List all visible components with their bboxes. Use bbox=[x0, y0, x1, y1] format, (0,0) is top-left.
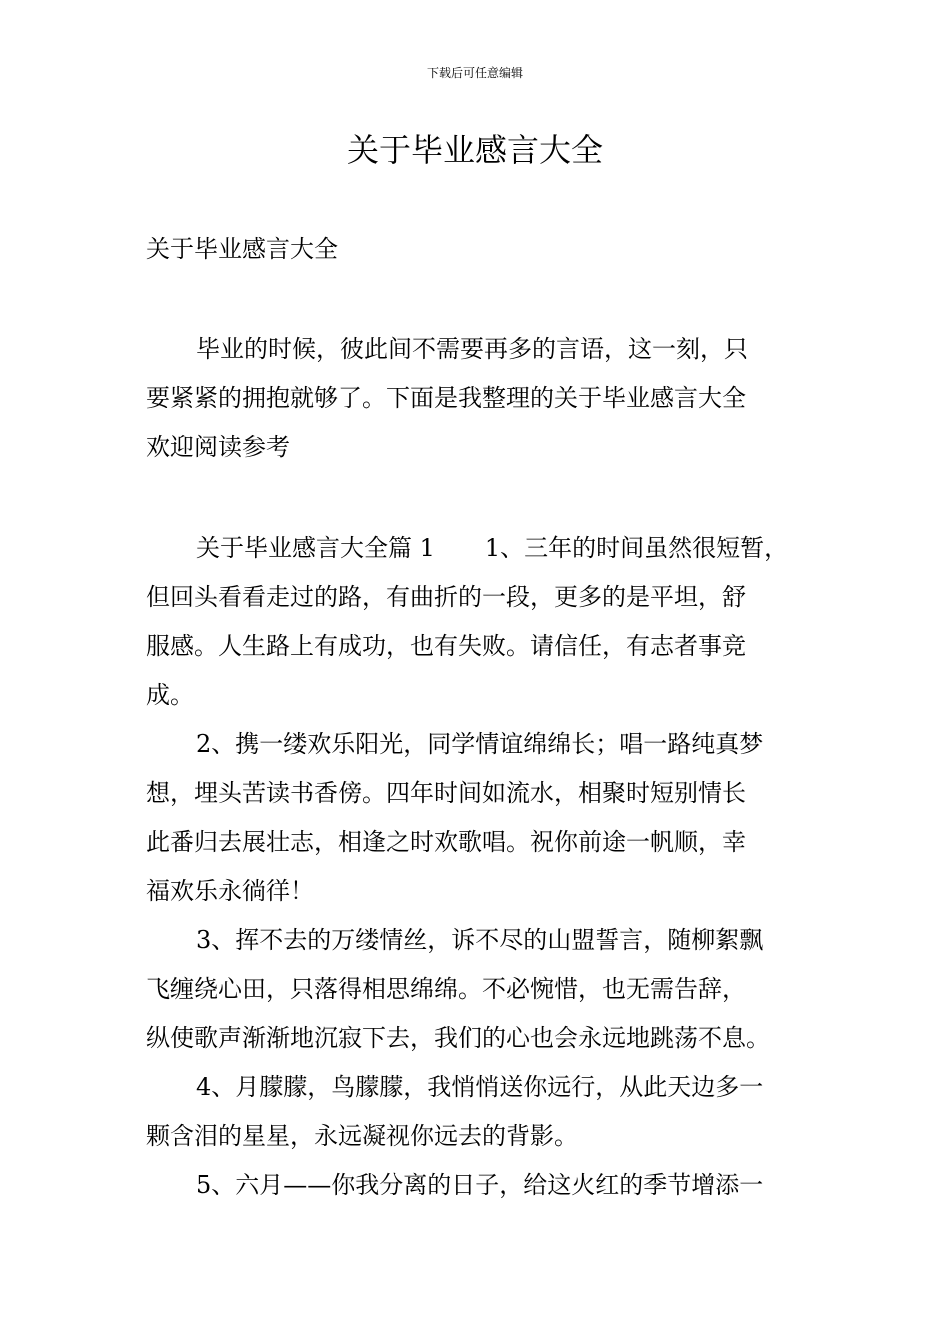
page-header-note: 下载后可任意编辑 bbox=[426, 66, 523, 80]
section-item-5 bbox=[146, 1161, 808, 1210]
intro-line: 要紧紧的拥抱就够了。下面是我整理的关于毕业感言大全 bbox=[146, 384, 746, 412]
intro-line: 毕业的时候，彼此间不需要再多的言语，这一刻，只 bbox=[196, 335, 748, 363]
item-line: 5、六月——你我分离的日子，给这火红的季节增添一 bbox=[196, 1171, 764, 1199]
document-subtitle: 关于毕业感言大全 bbox=[146, 235, 338, 263]
intro-paragraph bbox=[146, 325, 808, 472]
section-heading: 关于毕业感言大全篇 1 bbox=[196, 534, 435, 562]
section-item-1 bbox=[146, 524, 808, 720]
intro-line: 欢迎阅读参考 bbox=[146, 433, 290, 461]
section-first-line bbox=[146, 524, 808, 573]
section-item-2 bbox=[146, 720, 808, 916]
item-line: 纵使歌声渐渐地沉寂下去，我们的心也会永远地跳荡不息。 bbox=[146, 1024, 770, 1052]
item-line: 2、携一缕欢乐阳光，同学情谊绵绵长；唱一路纯真梦 bbox=[196, 730, 764, 758]
item-line: 想，埋头苦读书香傍。四年时间如流水，相聚时短别情长 bbox=[146, 779, 746, 807]
item-line: 成。 bbox=[146, 681, 194, 709]
item-line: 3、挥不去的万缕情丝，诉不尽的山盟誓言，随柳絮飘 bbox=[196, 926, 764, 954]
item-line: 颗含泪的星星，永远凝视你远去的背影。 bbox=[146, 1122, 578, 1150]
item-line: 飞缠绕心田，只落得相思绵绵。不必惋惜，也无需告辞， bbox=[146, 975, 746, 1003]
section-body bbox=[146, 524, 808, 1210]
item-line: 1、三年的时间虽然很短暂， bbox=[484, 534, 789, 562]
document-title: 关于毕业感言大全 bbox=[346, 131, 603, 169]
item-line: 此番归去展壮志，相逢之时欢歌唱。祝你前途一帆顺，幸 bbox=[146, 828, 746, 856]
item-line: 福欢乐永徜徉！ bbox=[146, 877, 314, 905]
section-item-3 bbox=[146, 916, 808, 1063]
item-line: 服感。人生路上有成功，也有失败。请信任，有志者事竞 bbox=[146, 632, 746, 660]
section-item-4 bbox=[146, 1063, 808, 1161]
item-line: 4、月朦朦，鸟朦朦，我悄悄送你远行，从此天边多一 bbox=[196, 1073, 764, 1101]
item-line: 但回头看看走过的路，有曲折的一段，更多的是平坦，舒 bbox=[146, 583, 746, 611]
